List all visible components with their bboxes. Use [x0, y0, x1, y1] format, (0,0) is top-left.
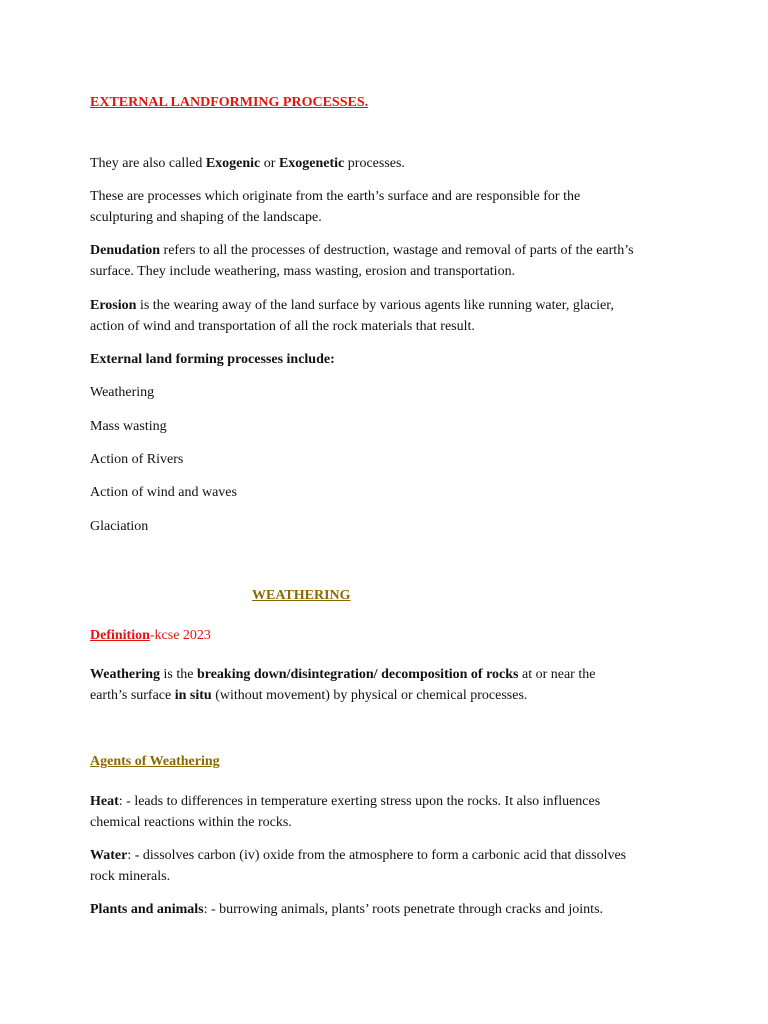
paragraph-line: chemical reactions within the rocks. [90, 815, 292, 830]
term-exogenetic: Exogenetic [278, 156, 345, 171]
paragraph-line: action of wind and transportation of all the rock materials that result. [90, 319, 475, 334]
term-in-situ: in situ [174, 688, 212, 703]
paragraph-line: These are processes which originate from the earth’s surface and are responsible for the [90, 189, 581, 204]
denudation-paragraph [90, 240, 690, 282]
term-heat: Heat [90, 794, 119, 809]
intro-text: They are also called [90, 156, 206, 171]
paragraph-line [90, 899, 690, 920]
paragraph-line [90, 664, 690, 685]
process-item: Action of wind and waves [90, 485, 237, 500]
paragraph-line: rock minerals. [90, 869, 171, 884]
definition-line [90, 625, 690, 646]
processes-heading [90, 349, 690, 370]
plants-paragraph [90, 899, 690, 920]
definition-suffix: -kcse 2023 [149, 628, 211, 643]
paragraph-line: surface. They include weathering, mass wasting, erosion and transportation. [90, 264, 516, 279]
page-title: EXTERNAL LANDFORMING PROCESSES. [90, 95, 369, 110]
weathering-definition-paragraph [90, 664, 690, 706]
paragraph-text: is the wearing away of the land surface by various agents like running water, glacier, [136, 298, 614, 313]
paragraph-text: : - dissolves carbon (iv) oxide from the atmosphere to form a carbonic acid that dissolves [127, 848, 627, 863]
term-denudation: Denudation [90, 243, 161, 258]
term-plants-and-animals: Plants and animals [90, 902, 204, 917]
term-breaking-down: breaking down/disintegration/ decomposition of rocks [196, 667, 519, 682]
intro-paragraph [90, 153, 690, 174]
paragraph-line [90, 791, 690, 812]
water-paragraph [90, 845, 690, 887]
paragraph-text: refers to all the processes of destruction, wastage and removal of parts of the earth’s [160, 243, 634, 258]
process-item: Action of Rivers [90, 452, 184, 467]
paragraph-text: earth’s surface [90, 688, 175, 703]
paragraph-text: : - leads to differences in temperature exerting stress upon the rocks. It also influences [118, 794, 601, 809]
document-page [90, 0, 690, 1024]
paragraph-line: sculpturing and shaping of the landscape. [90, 210, 322, 225]
heat-paragraph [90, 791, 690, 833]
process-item: Mass wasting [90, 419, 167, 434]
intro-text: or [260, 156, 279, 171]
processes-heading-text: External land forming processes include: [90, 352, 335, 367]
process-item: Weathering [90, 385, 155, 400]
term-water: Water [90, 848, 128, 863]
term-weathering: Weathering [90, 667, 160, 682]
paragraph-line [90, 845, 690, 866]
intro-text: processes. [344, 156, 405, 171]
paragraph-text: (without movement) by physical or chemical processes. [211, 688, 528, 703]
definition-label: Definition [90, 628, 150, 643]
paragraph-text: : - burrowing animals, plants’ roots penetrate through cracks and joints. [203, 902, 604, 917]
origin-paragraph [90, 186, 690, 228]
process-item: Glaciation [90, 519, 149, 534]
paragraph-line [90, 685, 690, 706]
paragraph-text: at or near the [518, 667, 596, 682]
term-exogenic: Exogenic [205, 156, 261, 171]
paragraph-line [90, 295, 690, 316]
paragraph-line [90, 240, 690, 261]
erosion-paragraph [90, 295, 690, 337]
paragraph-text: is the [160, 667, 197, 682]
agents-heading: Agents of Weathering [90, 754, 220, 769]
term-erosion: Erosion [90, 298, 137, 313]
weathering-heading: WEATHERING [252, 588, 351, 603]
